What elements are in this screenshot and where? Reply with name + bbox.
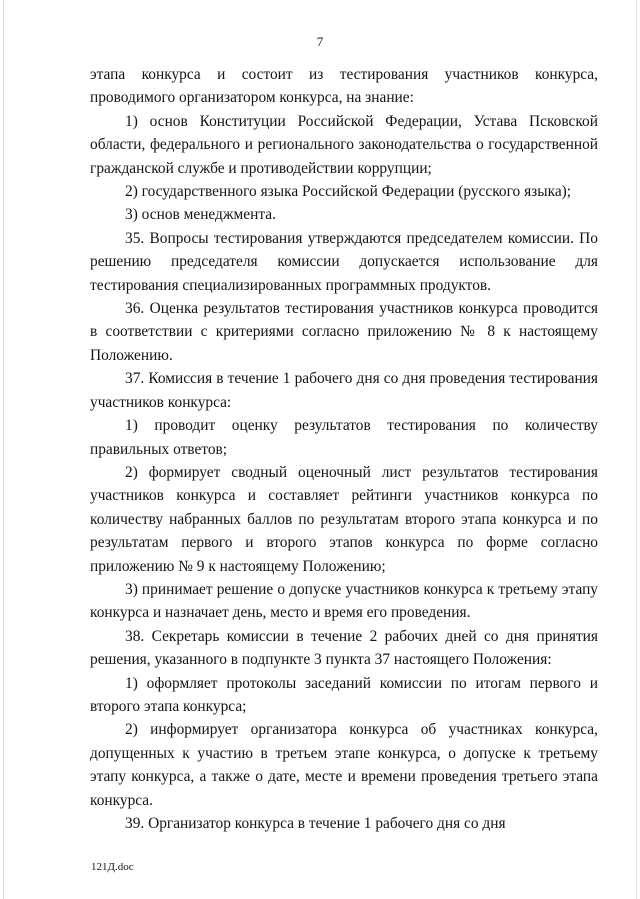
paragraph: 1) основ Конституции Российской Федерации, Устава Псковской области, федерального и регионального законодательства о государственной гражданской службе и противодействии коррупции; bbox=[90, 112, 598, 177]
paragraph: 38. Секретарь комиссии в течение 2 рабочих дней со дня принятия решения, указанного в подпункте 3 пункта 37 настоящего Положения: bbox=[90, 627, 598, 669]
paragraph: 3) основ менеджмента. bbox=[125, 206, 276, 224]
paragraph: 35. Вопросы тестирования утверждаются председателем комиссии. По решению председателя комиссии допускается использование для тестирования специализированных программных продуктов. bbox=[90, 229, 598, 294]
paragraph: 36. Оценка результатов тестирования участников конкурса проводится в соответствии с критериями согласно приложению № 8 к настоящему Положению. bbox=[90, 300, 598, 364]
paragraph: 1) проводит оценку результатов тестирования по количеству правильных ответов; bbox=[90, 417, 598, 458]
paragraph: 2) государственного языка Российской Федерации (русского языка); bbox=[125, 183, 572, 201]
paragraph: 39. Организатор конкурса в течение 1 рабочего дня со дня bbox=[125, 815, 506, 832]
page-edge-left bbox=[3, 0, 4, 899]
page-edge-right bbox=[636, 0, 637, 899]
page-number: 7 bbox=[316, 34, 324, 49]
footer-filename: 121Д.doc bbox=[91, 861, 134, 873]
paragraph: 3) принимает решение о допуске участников конкурса к третьему этапу конкурса и назначает день, место и время его проведения. bbox=[90, 580, 598, 622]
document-body bbox=[90, 63, 598, 835]
paragraph: 2) информирует организатора конкурса об участниках конкурса, допущенных к участию в третьем этапе конкурса, о допуске к третьему этапу конкурса, а также о дате, месте и времени проведения третьего этапа конкурса. bbox=[90, 721, 598, 809]
paragraph: 2) формирует сводный оценочный лист результатов тестирования участников конкурса и составляет рейтинги участников конкурса по количеству набранных баллов по результатам второго этапа конкурса и по результатам первого и второго этапов конкурса по форме согласно приложению № 9 к настоящему Положению; bbox=[90, 463, 598, 575]
paragraph: этапа конкурса и состоит из тестирования участников конкурса, проводимого организатором конкурса, на знание: bbox=[90, 66, 598, 107]
paragraph: 37. Комиссия в течение 1 рабочего дня со дня проведения тестирования участников конкурса: bbox=[90, 370, 598, 411]
paragraph: 1) оформляет протоколы заседаний комиссии по итогам первого и второго этапа конкурса; bbox=[90, 674, 598, 715]
